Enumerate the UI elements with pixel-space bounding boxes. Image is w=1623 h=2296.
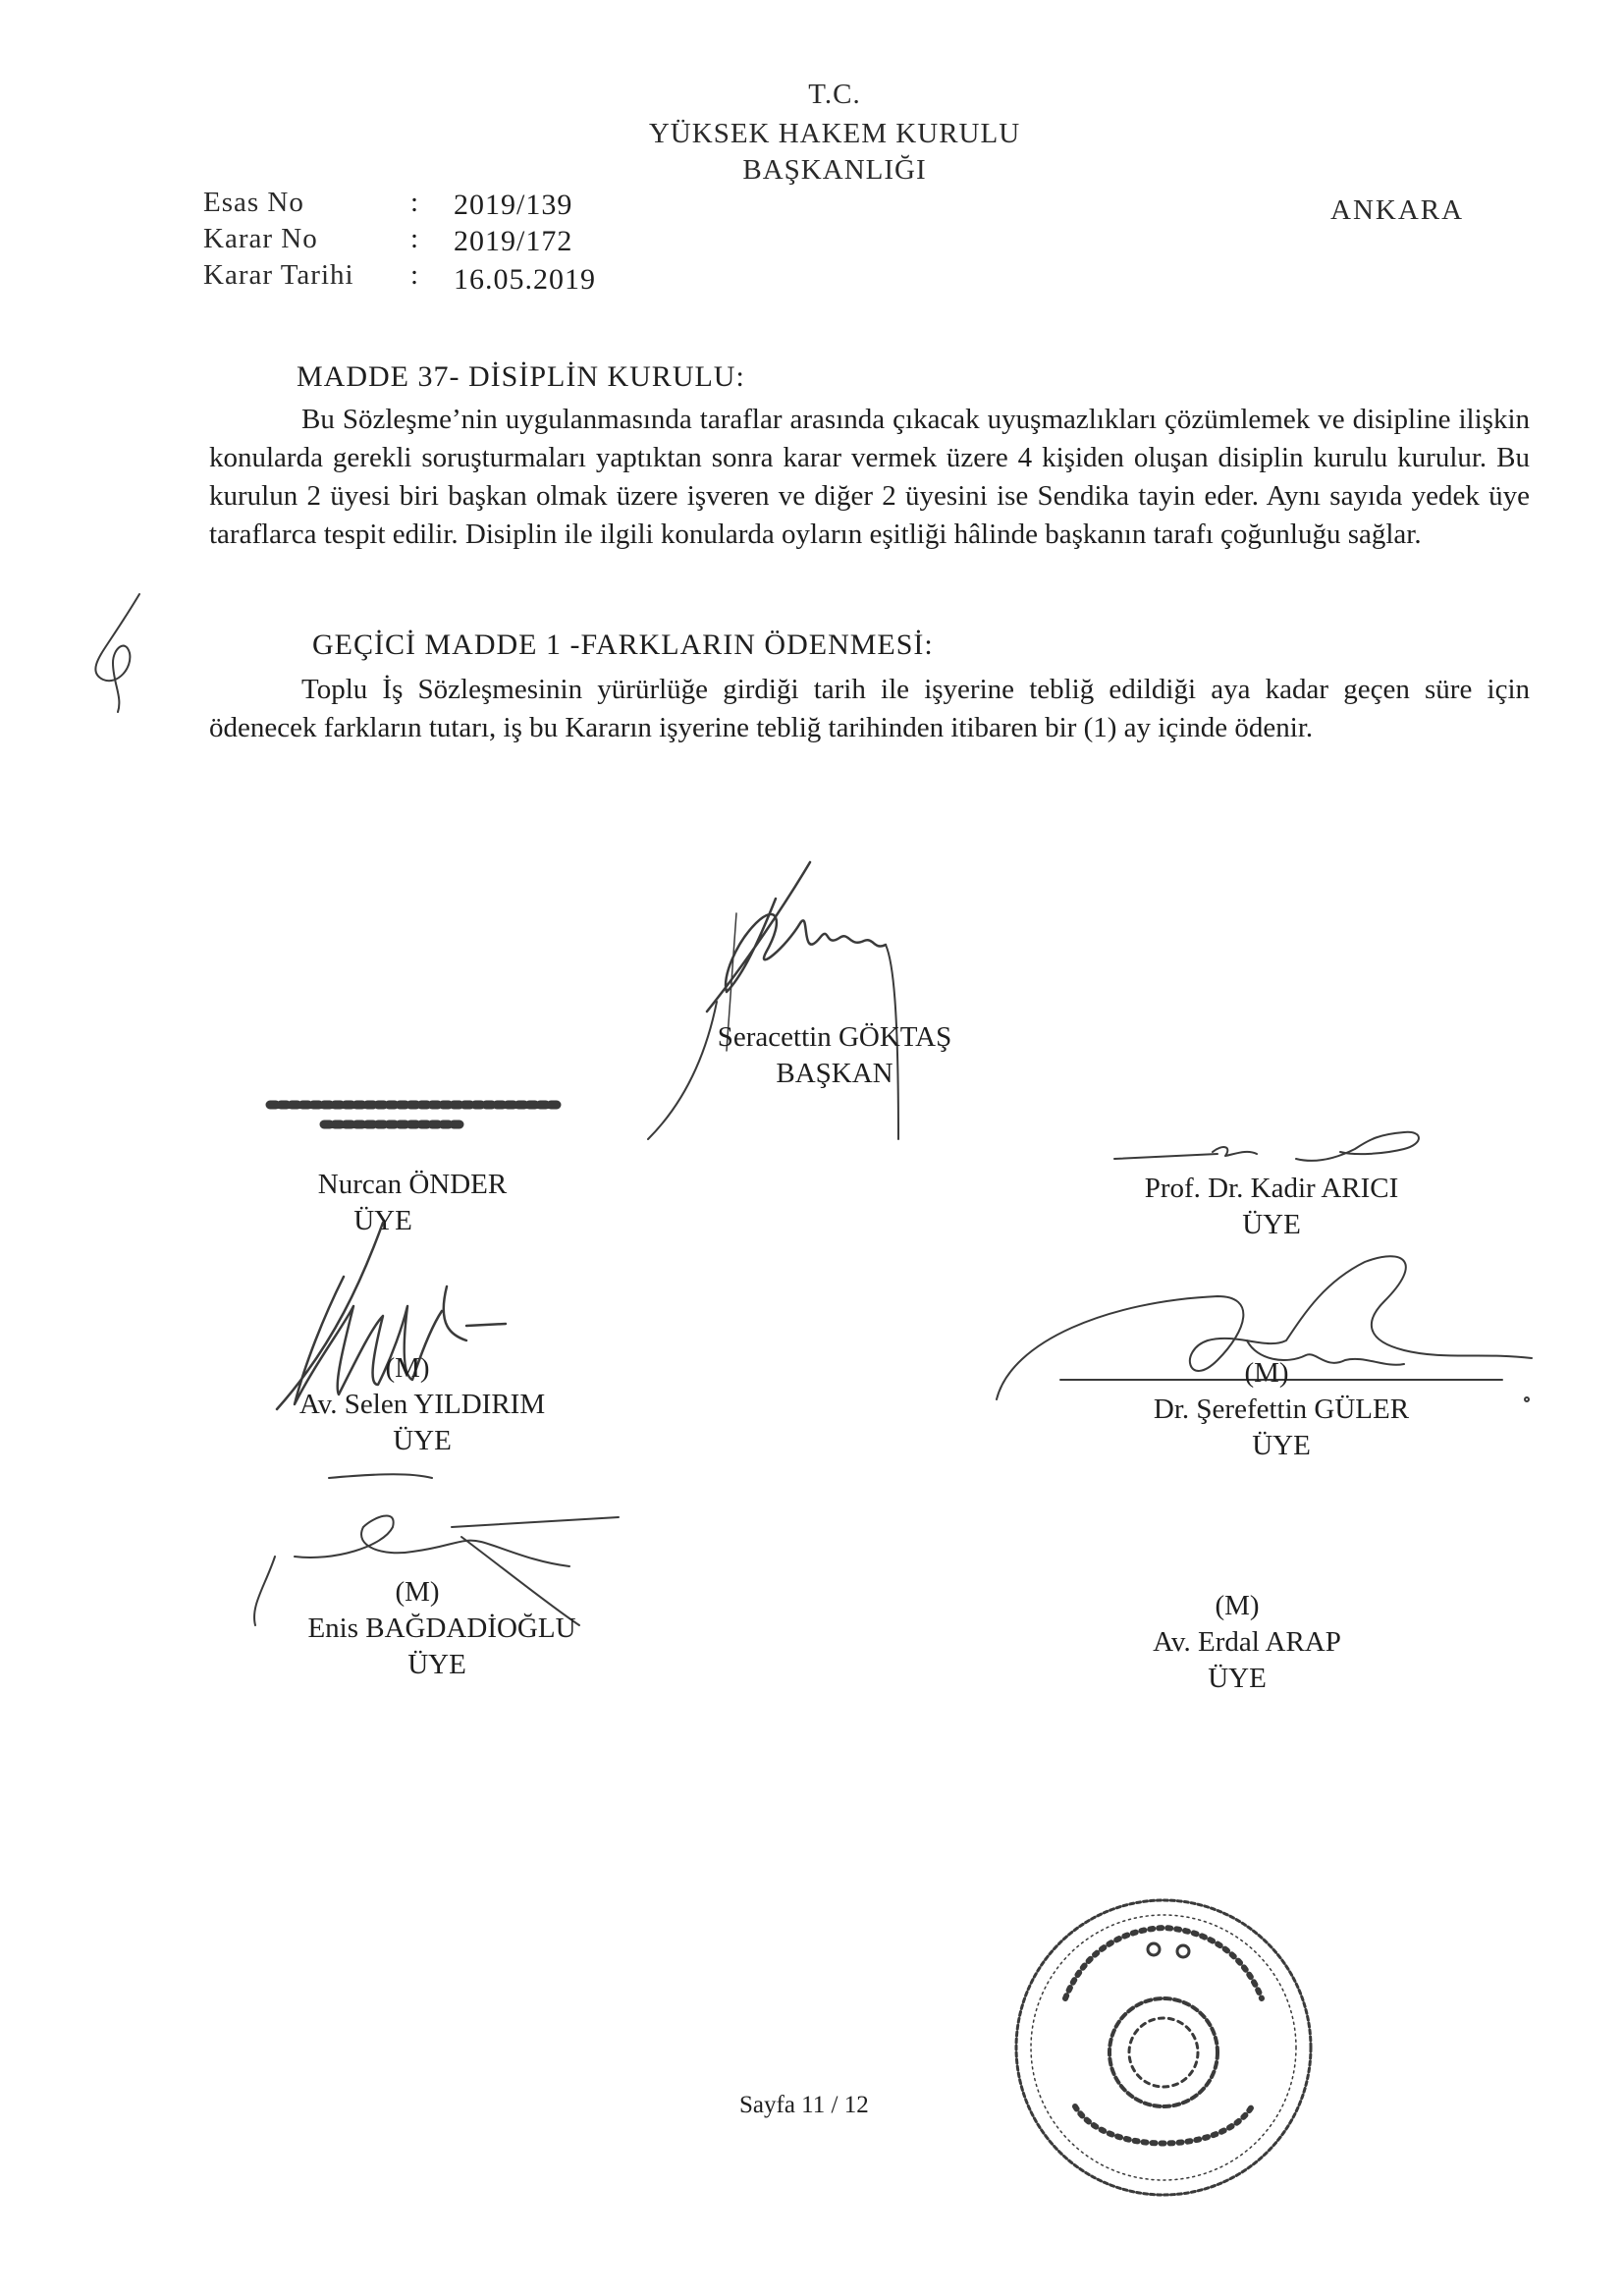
madde37-body: Bu Sözleşme’nin uygulanmasında taraflar arasında çıkacak uyuşmazlıkları çözümlemek ve disipline ilişkin konularda gerekli soruşturmaları yaptıktan sonra karar vermek üzere 4 kişiden oluşan disiplin kurulu kurulur. Bu kurulun 2 üyesi biri başkan olmak üzere işveren ve diğer 2 üyesini ise Sendika tayin eder. Aynı sayıda yedek üye taraflarca tespit edilir. Disiplin ile ilgili konularda oyların eşitliği hâlinde başkanın tarafı çoğunluğu sağlar. xyxy=(209,404,1530,550)
official-seal-stamp xyxy=(1006,1890,1321,2205)
enis-role: ÜYE xyxy=(407,1649,466,1680)
selen-mark: (M) xyxy=(385,1352,430,1384)
enis-block xyxy=(260,1574,623,1683)
serefettin-block xyxy=(1090,1355,1473,1464)
esas-no-label: Esas No xyxy=(203,187,304,218)
karar-tarihi-value: 16.05.2019 xyxy=(454,263,596,296)
serefettin-name: Dr. Şerefettin GÜLER xyxy=(1153,1394,1410,1425)
karar-no-colon: : xyxy=(410,223,419,254)
serefettin-role: ÜYE xyxy=(1252,1430,1311,1461)
erdal-name: Av. Erdal ARAP xyxy=(1153,1626,1341,1658)
faint-stamp-marks xyxy=(265,1090,569,1139)
karar-no-label: Karar No xyxy=(203,223,318,254)
gecici-madde-body: Toplu İş Sözleşmesinin yürürlüğe girdiği tarih ile işyerine tebliğ edildiği aya kadar geçen süre için ödenecek farkların tutarı, iş bu Kararın işyerine tebliğ tarihinden itibaren bir (1) ay içinde ödenir. xyxy=(209,674,1530,743)
city: ANKARA xyxy=(1330,194,1465,226)
karar-no-value: 2019/172 xyxy=(454,225,573,257)
kadir-block xyxy=(1090,1171,1453,1243)
nurcan-name: Nurcan ÖNDER xyxy=(317,1169,508,1200)
serefettin-mark: (M) xyxy=(1244,1357,1289,1389)
esas-no-colon: : xyxy=(410,187,419,218)
header-tc: T.C. xyxy=(808,79,861,110)
enis-name: Enis BAĞDADİOĞLU xyxy=(307,1613,576,1644)
selen-name: Av. Selen YILDIRIM xyxy=(298,1389,546,1420)
erdal-block xyxy=(1085,1588,1389,1697)
president-signature xyxy=(628,854,1001,1149)
margin-handwritten-mark xyxy=(79,589,157,717)
karar-tarihi-colon: : xyxy=(410,259,419,291)
gecici-madde-heading: GEÇİCİ MADDE 1 -FARKLARIN ÖDENMESİ: xyxy=(312,629,934,661)
header-presidency: BAŞKANLIĞI xyxy=(742,154,927,186)
erdal-role: ÜYE xyxy=(1208,1663,1267,1694)
nurcan-role: ÜYE xyxy=(353,1205,412,1236)
selen-role: ÜYE xyxy=(393,1425,452,1456)
president-role: BAŞKAN xyxy=(776,1058,893,1089)
madde37-heading: MADDE 37- DİSİPLİN KURULU: xyxy=(297,360,745,393)
kadir-role: ÜYE xyxy=(1242,1209,1301,1240)
esas-no-value: 2019/139 xyxy=(454,189,573,221)
header-institution: YÜKSEK HAKEM KURULU xyxy=(648,118,1021,149)
karar-tarihi-label: Karar Tarihi xyxy=(203,259,354,291)
president-block xyxy=(668,1019,1001,1092)
selen-block xyxy=(265,1350,579,1459)
kadir-name: Prof. Dr. Kadir ARICI xyxy=(1144,1173,1399,1204)
enis-mark: (M) xyxy=(395,1576,440,1608)
erdal-mark: (M) xyxy=(1215,1590,1260,1621)
page-number: Sayfa 11 / 12 xyxy=(739,2092,869,2118)
president-name: Seracettin GÖKTAŞ xyxy=(717,1021,952,1053)
